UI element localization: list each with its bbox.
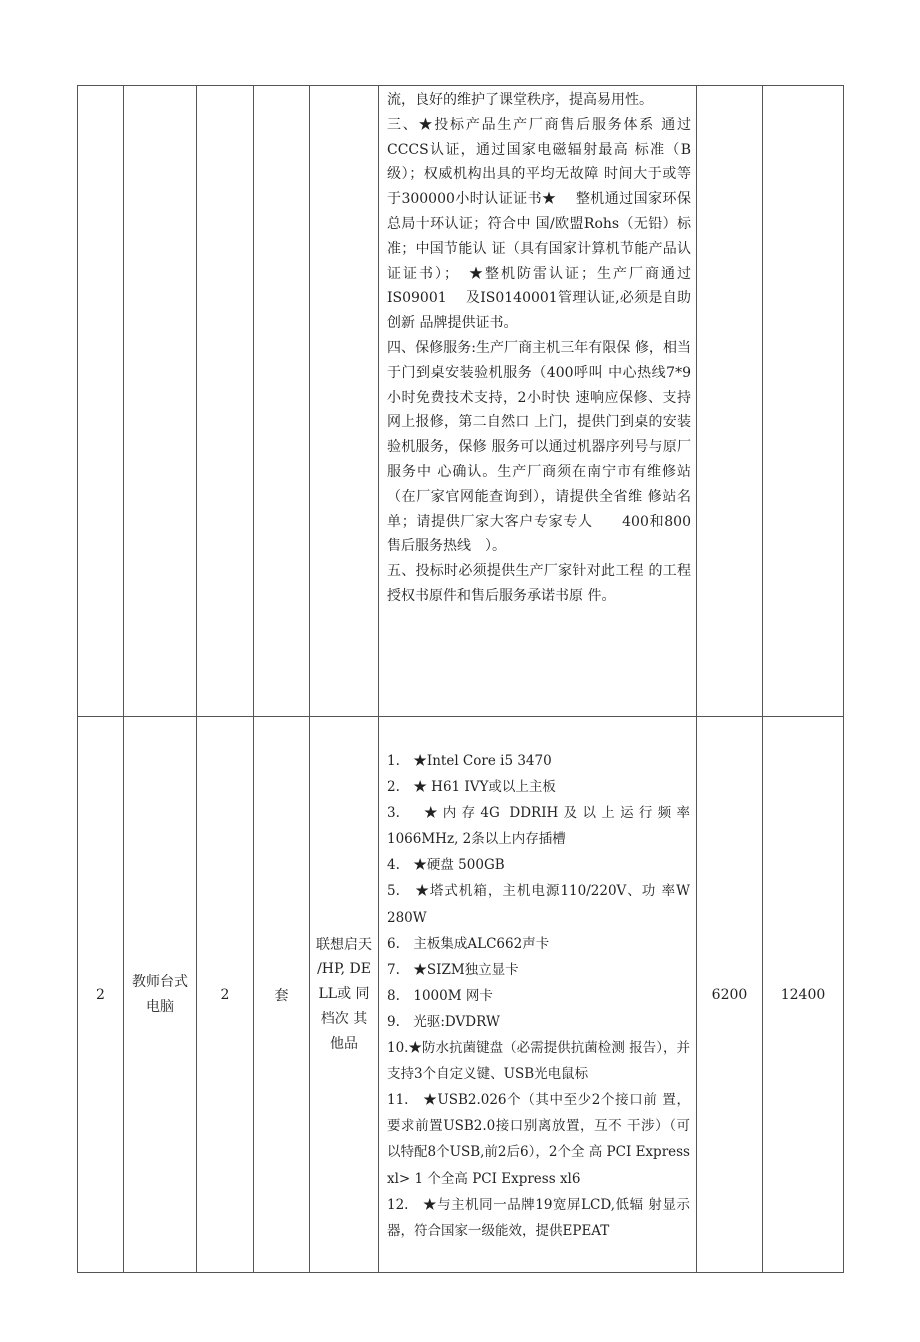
spec-item: 12. ★与主机同一品牌19宽屏LCD,低辐 射显示器，符合国家一级能效，提供EPEAT	[387, 1196, 690, 1239]
spec-cell	[379, 86, 710, 717]
spec-item: 6. 主板集成ALC662声卡	[387, 935, 550, 952]
spec-item: 10.★防水抗菌键盘（必需提供抗菌检测 报告），并支持3个自定义键、USB光电鼠标	[387, 1040, 690, 1083]
procurement-spec-table	[77, 85, 844, 1273]
spec-cell	[379, 717, 697, 1273]
spec-item: 5. ★塔式机箱，主机电源110/220V、功 率W 280W	[387, 883, 690, 926]
unit-cell: 套	[254, 717, 310, 1273]
unit-price-cell: 6200	[697, 717, 763, 1273]
quantity-cell	[197, 86, 254, 717]
brand-text: 联想启天 /HP, DE LL或 同档次 其他品	[316, 936, 372, 1052]
spec-item: 7. ★SIZM独立显卡	[387, 961, 519, 978]
index-cell: 2	[78, 717, 124, 1273]
table-row	[78, 86, 844, 717]
brand-cell	[310, 717, 379, 1273]
spec-item: 1. ★Intel Core i5 3470	[387, 753, 552, 769]
spec-item: 9. 光驱:DVDRW	[387, 1013, 500, 1030]
unit-cell	[254, 86, 310, 717]
unit-price-cell	[697, 86, 763, 717]
spec-item: 11. ★USB2.026个（其中至少2个接口前 置，要求前置USB2.0接口别离放置，互不 干涉）（可以特配8个USB,前2后6），2个全 高 PCI Express xl> 1 个全高 PCI Express xl6	[387, 1092, 690, 1187]
item-name-cell	[124, 86, 197, 717]
total-cell	[763, 86, 844, 717]
item-name: 教师台式电脑	[132, 973, 188, 1015]
spec-paragraph: 三、★投标产品生产厂商售后服务体系 通过CCCS认证，通过国家电磁辐射最高 标准（B级）；权威机构出具的平均无故障 时间大于或等于300000小时认证证书★ 整机通过国家环保总局十环认证；符合中 国/欧盟Rohs（无铅）标准；中国节能认 证（具有国家计算机节能产品认证证书）； ★整机防雷认证；生产厂商通过IS09001 及IS0140001管理认证,必须是自助创新 品牌提供证书。	[387, 116, 691, 332]
spec-item: 3. ★内存4G DDRIH及以上运行频率 1066MHz, 2条以上内存插槽	[387, 805, 690, 848]
brand-cell	[310, 86, 379, 717]
spec-paragraph: 五、投标时必须提供生产厂家针对此工程 的工程授权书原件和售后服务承诺书原 件。	[387, 563, 691, 604]
table-row	[78, 717, 844, 1273]
quantity-cell: 2	[197, 717, 254, 1273]
spec-item: 8. 1000M 网卡	[387, 987, 493, 1004]
item-name-cell	[124, 717, 197, 1273]
index-cell	[78, 86, 124, 717]
spec-paragraph: 四、保修服务:生产厂商主机三年有限保 修，相当于门到桌安装验机服务（400呼叫 中心热线7*9小时免费技术支持，2小时快 速响应保修、支持网上报修，第二自然口 上门，提供门到桌的安装验机服务，保修 服务可以通过机器序列号与原厂服务中 心确认。生产厂商须在南宁市有维修站 （在厂家官网能查询到），请提供全省维 修站名单；请提供厂家大客户专家专人 400和800售后服务热线 ）。	[387, 339, 710, 555]
spec-item: 4. ★硬盘 500GB	[387, 857, 505, 874]
total-cell: 12400	[763, 717, 844, 1273]
spec-paragraph: 流，良好的维护了课堂秩序，提高易用性。	[387, 92, 653, 108]
spec-item: 2. ★ H61 IVY或以上主板	[387, 779, 556, 796]
